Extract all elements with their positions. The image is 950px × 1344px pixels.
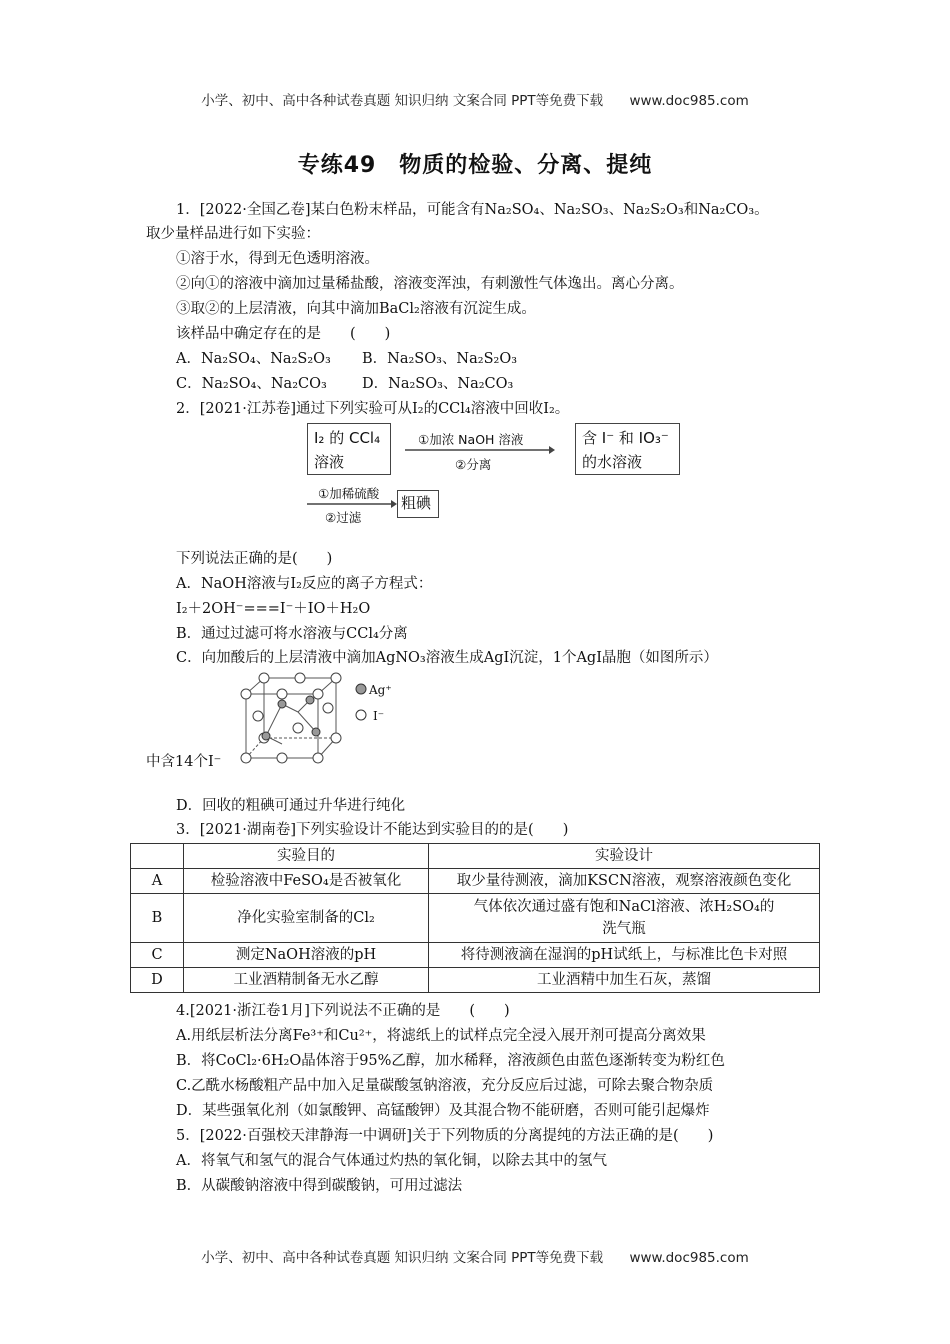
footer-text: 小学、初中、高中各种试卷真题 知识归纳 文案合同 PPT等免费下载 xyxy=(201,1250,604,1266)
q1-line2: 取少量样品进行如下实验： xyxy=(146,226,320,242)
q4-line1: 4.[2021·浙江卷1月]下列说法不正确的是 ( ) xyxy=(176,1003,510,1019)
table-row xyxy=(131,968,820,993)
q5-line1: 5．[2022·百强校天津静海一中调研]关于下列物质的分离提纯的方法正确的是( ) xyxy=(176,1128,714,1144)
q4-option-d: D．某些强氧化剂（如氯酸钾、高锰酸钾）及其混合物不能研磨，否则可能引起爆炸 xyxy=(176,1103,710,1119)
q3-cell: 工业酒精中加生石灰，蒸馏 xyxy=(429,968,820,993)
flow-arrow2-top-label: ①加稀硫酸 xyxy=(318,486,380,501)
q3-cell: 气体依次通过盛有饱和NaCl溶液、浓H₂SO₄的洗气瓶 xyxy=(429,894,820,943)
q1-line1: 1．[2022·全国乙卷]某白色粉末样品，可能含有Na₂SO₄、Na₂SO₃、Na₂S₂O₃和Na₂CO₃。 xyxy=(176,202,769,218)
q2-option-d: D．回收的粗碘可通过升华进行纯化 xyxy=(176,798,406,814)
footer-site-link[interactable]: www.doc985.com xyxy=(629,1250,749,1266)
table-row xyxy=(131,894,820,943)
q4-option-a: A.用纸层析法分离Fe³⁺和Cu²⁺，将滤纸上的试样点完全浸入展开剂可提高分离效果 xyxy=(176,1028,706,1044)
flow-arrow2 xyxy=(307,499,397,509)
q2-option-a: A．NaOH溶液与I₂反应的离子方程式： xyxy=(176,576,433,592)
q1-step2: ②向①的溶液中滴加过量稀盐酸，溶液变浑浊，有刺激性气体逸出。离心分离。 xyxy=(176,276,684,292)
q3-cell: D xyxy=(131,968,184,993)
q1-option-a: A．Na₂SO₄、Na₂S₂O₃ xyxy=(176,351,331,367)
q1-option-d: D．Na₂SO₃、Na₂CO₃ xyxy=(362,376,514,392)
page-title: 专练49 物质的检验、分离、提纯 xyxy=(297,153,653,178)
header-text: 小学、初中、高中各种试卷真题 知识归纳 文案合同 PPT等免费下载 xyxy=(201,93,604,109)
header-site-link[interactable]: www.doc985.com xyxy=(629,93,749,109)
flow-box-ccl4 xyxy=(307,423,391,475)
flow-arrow1-top-label: ①加浓 NaOH 溶液 xyxy=(418,432,524,447)
q3-cell: 净化实验室制备的Cl₂ xyxy=(184,894,429,943)
q2-option-a-equation: I₂＋2OH⁻===I⁻＋IO＋H₂O xyxy=(176,601,371,617)
q3-header-cell: 实验目的 xyxy=(184,844,429,869)
q3-cell: 将待测液滴在湿润的pH试纸上，与标准比色卡对照 xyxy=(429,943,820,968)
q5-option-b: B．从碳酸钠溶液中得到碳酸钠，可用过滤法 xyxy=(176,1178,463,1194)
q4-option-b: B．将CoCl₂·6H₂O晶体溶于95%乙醇，加水稀释，溶液颜色由蓝色逐渐转变为粉红色 xyxy=(176,1053,725,1069)
flow-box-ccl4-line1: I₂ 的 CCl₄ xyxy=(314,429,381,447)
crystal-legend-markers xyxy=(354,682,368,722)
flow-arrow1-bottom-label: ②分离 xyxy=(455,457,492,472)
flow-box-aqueous xyxy=(575,423,680,475)
legend-label-ag: Ag⁺ xyxy=(369,683,392,697)
flow-box-crude-iodine: 粗碘 xyxy=(397,490,439,518)
q2-line1: 2．[2021·江苏卷]通过下列实验可从I₂的CCl₄溶液中回收I₂。 xyxy=(176,401,570,417)
q1-step1: ①溶于水，得到无色透明溶液。 xyxy=(176,251,379,267)
flow-arrow2-bottom-label: ②过滤 xyxy=(325,510,362,525)
q1-option-c: C．Na₂SO₄、Na₂CO₃ xyxy=(176,376,327,392)
q3-cell: C xyxy=(131,943,184,968)
q3-line1: 3．[2021·湖南卷]下列实验设计不能达到实验目的的是( ) xyxy=(176,822,569,838)
q3-cell: B xyxy=(131,894,184,943)
flow-arrow1 xyxy=(405,445,555,455)
q3-header-cell: 实验设计 xyxy=(429,844,820,869)
q1-option-b: B．Na₂SO₃、Na₂S₂O₃ xyxy=(362,351,518,367)
q3-table xyxy=(130,843,820,993)
flow-box-aqueous-line2: 的水溶液 xyxy=(582,453,643,471)
q3-cell: A xyxy=(131,869,184,894)
q2-stem: 下列说法正确的是( ) xyxy=(176,551,333,567)
page-header xyxy=(0,89,950,109)
q2-option-b: B．通过过滤可将水溶液与CCl₄分离 xyxy=(176,626,408,642)
q1-stem: 该样品中确定存在的是 ( ) xyxy=(176,326,391,342)
q3-cell: 取少量待测液，滴加KSCN溶液，观察溶液颜色变化 xyxy=(429,869,820,894)
q4-option-c: C.乙酰水杨酸粗产品中加入足量碳酸氢钠溶液，充分反应后过滤，可除去聚合物杂质 xyxy=(176,1078,714,1094)
page-footer xyxy=(0,1246,950,1266)
q3-table-header xyxy=(131,844,820,869)
agi-crystal-cell-figure xyxy=(236,670,356,770)
table-row xyxy=(131,869,820,894)
q3-cell: 工业酒精制备无水乙醇 xyxy=(184,968,429,993)
table-row xyxy=(131,943,820,968)
q2-option-c-tail: 中含14个I⁻ xyxy=(146,754,222,770)
flow-box-aqueous-line1: 含 I⁻ 和 IO₃⁻ xyxy=(582,429,669,447)
q3-header-cell xyxy=(131,844,184,869)
flow-box-ccl4-line2: 溶液 xyxy=(314,453,345,471)
q5-option-a: A．将氧气和氢气的混合气体通过灼热的氧化铜，以除去其中的氢气 xyxy=(176,1153,607,1169)
q1-step3: ③取②的上层清液，向其中滴加BaCl₂溶液有沉淀生成。 xyxy=(176,301,536,317)
q3-cell: 测定NaOH溶液的pH xyxy=(184,943,429,968)
q3-cell: 检验溶液中FeSO₄是否被氧化 xyxy=(184,869,429,894)
legend-label-i: I⁻ xyxy=(373,709,385,723)
q2-option-c: C．向加酸后的上层清液中滴加AgNO₃溶液生成AgI沉淀，1个AgI晶胞（如图所示） xyxy=(176,650,718,666)
